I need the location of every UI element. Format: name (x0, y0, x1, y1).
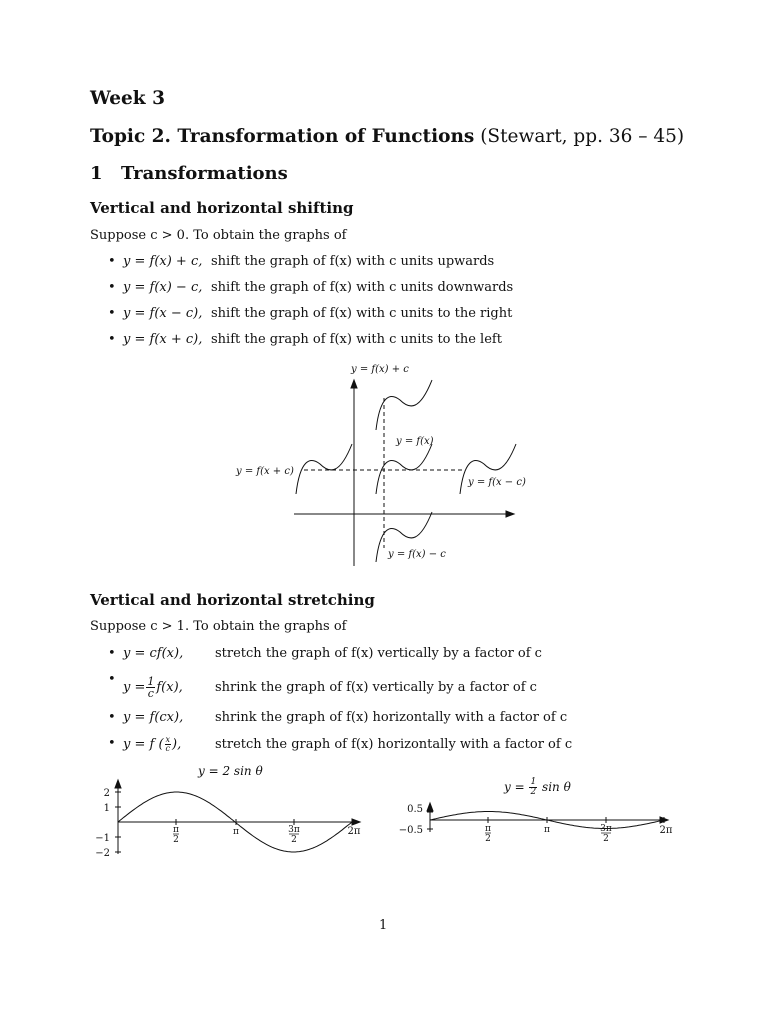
plot1-title: y = 2 sin θ (198, 764, 263, 778)
label-right: y = f(x − c) (468, 477, 526, 488)
plot2-xtick-den: 2 (603, 834, 609, 844)
plot1-xtick-den: 2 (291, 835, 297, 845)
label-base: y = f(x) (396, 436, 434, 447)
formula: y = f(cx), (123, 710, 184, 725)
plot1-ytick: −2 (95, 848, 110, 859)
plot1-xtick-num: 2π (347, 826, 361, 837)
formula: y = cf(x), (123, 646, 184, 661)
page-number: 1 (379, 918, 388, 933)
label-up: y = f(x) + c (351, 364, 409, 375)
description: stretch the graph of f(x) vertically by a factor of c (215, 646, 542, 661)
plot1-xtick-den: 2 (173, 835, 179, 845)
plot2-xtick-num: 3π (600, 824, 612, 834)
plot1-xtick-num: π (233, 827, 239, 837)
topic-title: Topic 2. Transformation of Functions (90, 126, 475, 147)
plot1-ytick: 2 (103, 788, 110, 799)
topic-reference: (Stewart, pp. 36 – 45) (480, 126, 685, 147)
plot1-ytick: 1 (103, 803, 110, 814)
description: shift the graph of f(x) with c units upwards (211, 254, 495, 269)
stretching-heading: Vertical and horizontal stretching (90, 591, 375, 609)
description: shrink the graph of f(x) horizontally with a factor of c (215, 710, 568, 725)
stretching-intro: Suppose c > 1. To obtain the graphs of (90, 619, 347, 634)
plot2-y-arrow (427, 803, 433, 811)
section-number: 1 (90, 163, 103, 184)
description: shift the graph of f(x) with c units downwards (211, 280, 514, 295)
plot2-ytick: −0.5 (398, 825, 423, 836)
formula: y = $\frac{1}{c}$ f(x), (123, 675, 183, 700)
plot2-xtick-num: π (544, 825, 550, 835)
fraction: $\frac{x}{c}$ (165, 735, 171, 753)
shifting-intro: Suppose c > 0. To obtain the graphs of (90, 228, 347, 243)
description: shift the graph of f(x) with c units to the right (211, 306, 513, 321)
plot2-xtick-num: 2π (659, 825, 673, 836)
description: shrink the graph of f(x) vertically by a factor of c (215, 680, 537, 695)
week-heading: Week 3 (90, 88, 165, 109)
shifting-heading: Vertical and horizontal shifting (90, 199, 354, 217)
fraction: $\frac{1}{2}$ (530, 777, 537, 797)
formula: y = f(x) − c, (123, 280, 203, 295)
fraction: $\frac{1}{c}$ (147, 675, 155, 700)
formula: y = f(x) + c, (123, 254, 203, 269)
formula: y = f(x − c), (123, 306, 203, 321)
formula: y = f ( $\frac{x}{c}$ ), (123, 735, 182, 753)
description: stretch the graph of f(x) horizontally with a factor of c (215, 737, 573, 752)
label-left: y = f(x + c) (236, 466, 294, 477)
plot1-ytick: −1 (95, 833, 110, 844)
plot2-ytick: 0.5 (407, 804, 423, 815)
plot1-xtick-num: 3π (288, 825, 300, 835)
plot2-xtick-num: π (485, 824, 491, 834)
formula: y = f(x + c), (123, 332, 203, 347)
plot2-title: y = $\frac{1}{2}$ sin θ (504, 777, 571, 797)
description: shift the graph of f(x) with c units to the left (211, 332, 502, 347)
plot1-xtick-num: π (173, 825, 179, 835)
section-title: Transformations (121, 163, 288, 184)
plot2-xtick-den: 2 (485, 834, 491, 844)
label-down: y = f(x) − c (388, 549, 446, 560)
